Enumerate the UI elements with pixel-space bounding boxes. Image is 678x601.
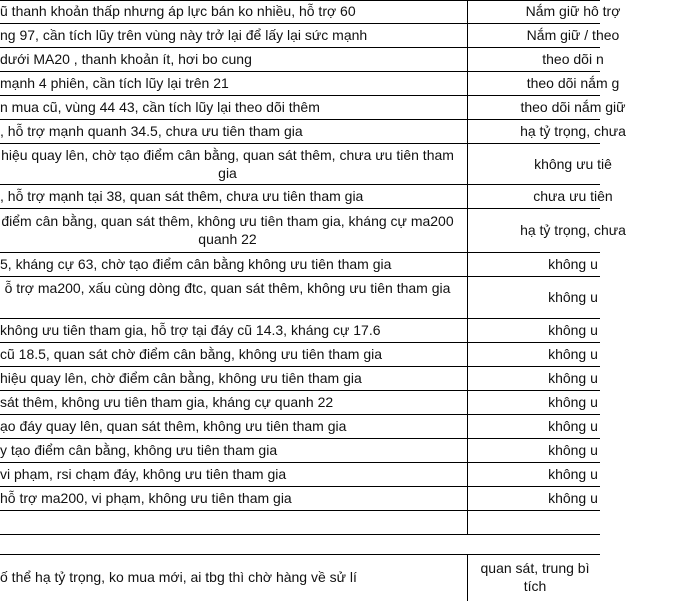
table-row[interactable] bbox=[0, 415, 600, 439]
action-cell[interactable] bbox=[468, 555, 600, 601]
table-row[interactable] bbox=[0, 487, 600, 511]
action-cell[interactable] bbox=[468, 535, 600, 554]
table-row[interactable] bbox=[0, 48, 604, 72]
table-row[interactable] bbox=[0, 439, 600, 463]
table-row[interactable] bbox=[0, 24, 620, 48]
action-cell[interactable] bbox=[468, 253, 600, 276]
action-cell[interactable] bbox=[468, 511, 600, 534]
action-text: theo dõi n bbox=[542, 51, 604, 67]
action-text: không ưu tiê bbox=[534, 156, 612, 172]
note-text: 5, kháng cự 63, chờ tạo điểm cân bằng không ưu tiên tham gia bbox=[0, 256, 392, 272]
action-cell[interactable] bbox=[468, 391, 600, 414]
action-cell[interactable] bbox=[468, 487, 600, 510]
note-cell[interactable] bbox=[0, 343, 468, 366]
action-text: không u bbox=[548, 490, 598, 506]
action-text: theo dõi nắm g bbox=[526, 75, 620, 91]
action-text: không u bbox=[548, 256, 598, 272]
note-text: vi phạm, rsi chạm đáy, không ưu tiên tham gia bbox=[0, 466, 287, 482]
note-text: ạo đáy quay lên, quan sát thêm, không ưu tiên tham gia bbox=[0, 418, 347, 434]
table-row[interactable] bbox=[0, 277, 600, 319]
note-cell[interactable] bbox=[0, 185, 468, 208]
action-text: Nắm giữ hô trợ bbox=[525, 3, 621, 19]
action-cell[interactable] bbox=[468, 415, 600, 438]
action-cell[interactable] bbox=[468, 439, 600, 462]
note-cell[interactable] bbox=[0, 0, 468, 23]
note-cell[interactable] bbox=[0, 144, 468, 184]
note-text: hiệu quay lên, chờ tạo điểm cân bằng, quan sát thêm, chưa ưu tiên tham gia bbox=[1, 147, 454, 181]
note-text: ũ thanh khoản thấp nhưng áp lực bán ko nhiều, hỗ trợ 60 bbox=[0, 3, 356, 19]
note-cell[interactable] bbox=[0, 439, 468, 462]
note-text: dưới MA20 , thanh khoản ít, hơi bo cung bbox=[0, 51, 252, 67]
note-cell[interactable] bbox=[0, 96, 468, 119]
action-text: không u bbox=[548, 466, 598, 482]
action-cell[interactable] bbox=[468, 120, 626, 143]
action-cell[interactable] bbox=[468, 72, 620, 95]
action-text: Nắm giữ / theo bbox=[526, 27, 620, 43]
action-text: theo dõi nắm giữ bbox=[520, 99, 626, 115]
action-cell[interactable] bbox=[468, 209, 626, 252]
table-row[interactable] bbox=[0, 367, 600, 391]
table-row[interactable] bbox=[0, 209, 626, 253]
note-cell[interactable] bbox=[0, 415, 468, 438]
note-cell[interactable] bbox=[0, 48, 468, 71]
action-text: không u bbox=[548, 322, 598, 338]
table-row[interactable] bbox=[0, 535, 600, 555]
action-text: hạ tỷ trọng, chưa bbox=[520, 123, 626, 139]
note-text: ố thể hạ tỷ trọng, ko mua mới, ai tbg thì chờ hàng về sử lí bbox=[0, 569, 357, 585]
action-cell[interactable] bbox=[468, 96, 626, 119]
note-text: hỗ trợ ma200, vi phạm, không ưu tiên tham gia bbox=[0, 490, 292, 506]
action-text: không u bbox=[548, 394, 598, 410]
note-text: n mua cũ, vùng 44 43, cần tích lũy lại theo dõi thêm bbox=[0, 99, 320, 115]
note-cell[interactable] bbox=[0, 367, 468, 390]
action-cell[interactable] bbox=[468, 277, 600, 318]
table-row[interactable] bbox=[0, 96, 626, 120]
note-text: không ưu tiên tham gia, hỗ trợ tại đáy cũ 14.3, kháng cự 17.6 bbox=[0, 322, 381, 338]
action-text: hạ tỷ trọng, chưa bbox=[520, 222, 626, 238]
note-text: , hỗ trợ mạnh tại 38, quan sát thêm, chưa ưu tiên tham gia bbox=[0, 188, 364, 204]
note-cell[interactable] bbox=[0, 24, 468, 47]
table-row[interactable] bbox=[0, 555, 600, 601]
action-cell[interactable] bbox=[468, 319, 600, 342]
note-text: ng 97, cần tích lũy trên vùng này trở lại để lấy lại sức mạnh bbox=[0, 27, 368, 43]
note-cell[interactable] bbox=[0, 319, 468, 342]
action-text: chưa ưu tiên bbox=[533, 188, 613, 204]
table-row[interactable] bbox=[0, 463, 600, 487]
note-cell[interactable] bbox=[0, 72, 468, 95]
note-cell[interactable] bbox=[0, 391, 468, 414]
action-cell[interactable] bbox=[468, 185, 613, 208]
note-text: y tạo điểm cân bằng, không ưu tiên tham gia bbox=[0, 442, 278, 458]
action-cell[interactable] bbox=[468, 463, 600, 486]
table-row[interactable] bbox=[0, 185, 613, 209]
note-cell[interactable] bbox=[0, 487, 468, 510]
note-cell[interactable] bbox=[0, 511, 468, 534]
table-row[interactable] bbox=[0, 391, 600, 415]
table-row[interactable] bbox=[0, 319, 600, 343]
action-text: không u bbox=[548, 370, 598, 386]
note-text: ỗ trợ ma200, xấu cùng dòng đtc, quan sát thêm, không ưu tiên tham gia bbox=[4, 280, 451, 296]
table-row[interactable] bbox=[0, 511, 600, 535]
note-text: hiệu quay lên, chờ điểm cân bằng, không ưu tiên tham gia bbox=[0, 370, 362, 386]
table-row[interactable] bbox=[0, 253, 600, 277]
table-row[interactable] bbox=[0, 72, 620, 96]
note-cell[interactable] bbox=[0, 463, 468, 486]
action-text: không u bbox=[548, 418, 598, 434]
action-cell[interactable] bbox=[468, 367, 600, 390]
action-cell[interactable] bbox=[468, 343, 600, 366]
note-cell[interactable] bbox=[0, 253, 468, 276]
table-row[interactable] bbox=[0, 0, 621, 24]
note-cell[interactable] bbox=[0, 277, 468, 318]
action-text: không u bbox=[548, 346, 598, 362]
action-text: không u bbox=[548, 442, 598, 458]
note-cell[interactable] bbox=[0, 535, 468, 554]
action-text: không u bbox=[548, 289, 598, 305]
action-text: quan sát, trung bì tích bbox=[480, 560, 590, 594]
note-cell[interactable] bbox=[0, 555, 468, 601]
note-text: , hỗ trợ mạnh quanh 34.5, chưa ưu tiên tham gia bbox=[0, 123, 303, 139]
note-cell[interactable] bbox=[0, 120, 468, 143]
table-row[interactable] bbox=[0, 343, 600, 367]
note-cell[interactable] bbox=[0, 209, 468, 252]
action-cell[interactable] bbox=[468, 0, 621, 23]
note-text: sát thêm, không ưu tiên tham gia, kháng cự quanh 22 bbox=[0, 394, 334, 410]
action-cell[interactable] bbox=[468, 24, 620, 47]
note-text: cũ 18.5, quan sát chờ điểm cân bằng, không ưu tiên tham gia bbox=[0, 346, 383, 362]
note-text: mạnh 4 phiên, cần tích lũy lại trên 21 bbox=[0, 75, 229, 91]
action-cell[interactable] bbox=[468, 144, 612, 184]
note-text: điểm cân bằng, quan sát thêm, không ưu tiên tham gia, kháng cự ma200 quanh 22 bbox=[1, 213, 454, 247]
action-cell[interactable] bbox=[468, 48, 604, 71]
table-row[interactable] bbox=[0, 120, 626, 144]
table-row[interactable] bbox=[0, 144, 612, 185]
